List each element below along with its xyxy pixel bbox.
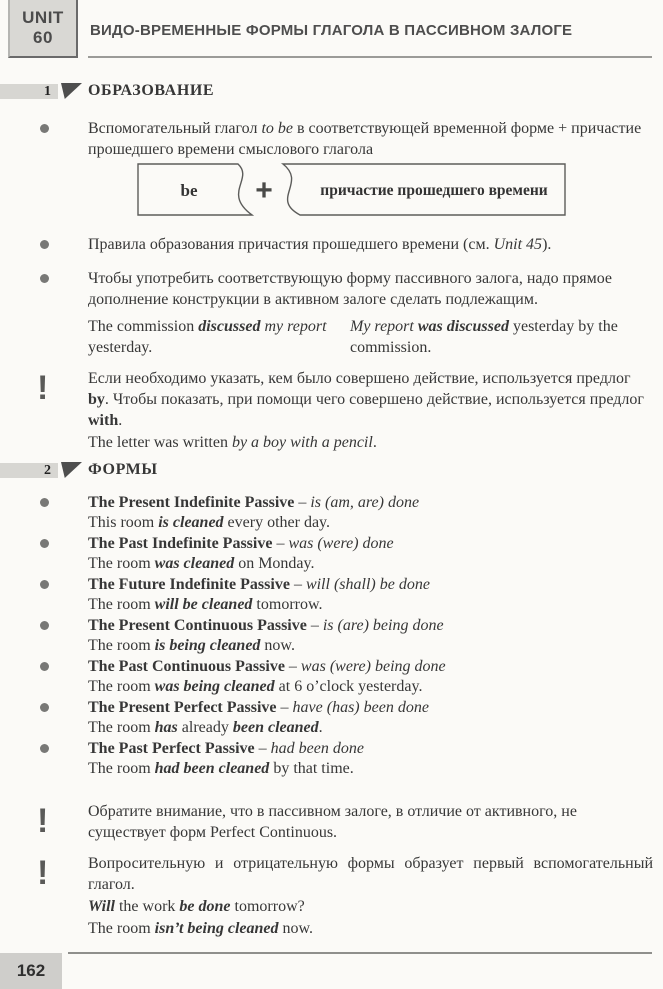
bullet-icon xyxy=(40,124,49,133)
note-text: Если необходимо указать, кем было совершено действие, используется предлог by. Чтобы показать, при помощи чего совершено действие, используется предлог with. xyxy=(88,370,644,429)
unit-box xyxy=(8,0,78,58)
section-number-bar xyxy=(0,463,58,478)
note-text: Обратите внимание, что в пассивном залоге, в отличие от активного, не существует форм Perfect Continuous. xyxy=(88,803,577,841)
bullet-item-object-rule xyxy=(0,268,663,310)
exclamation-icon: ! xyxy=(37,854,49,892)
footer-divider xyxy=(68,952,652,954)
form-item xyxy=(0,739,663,779)
section-flag-icon xyxy=(61,83,82,99)
form-example: The room will be cleaned tomorrow. xyxy=(88,596,323,613)
unit-label: UNIT xyxy=(22,8,64,27)
bullet-icon xyxy=(40,240,49,249)
form-example: The room was being cleaned at 6 o’clock yesterday. xyxy=(88,678,423,695)
note-question-negative xyxy=(0,853,663,939)
paragraph: Вспомогательный глагол to be в соответствующей временной форме + причастие прошедшего времени смыслового глагола xyxy=(88,120,642,158)
form-item xyxy=(0,575,663,615)
bullet-icon xyxy=(40,580,49,589)
form-example: This room is cleaned every other day. xyxy=(88,514,331,531)
bullet-icon xyxy=(40,274,49,283)
note-by-with xyxy=(0,368,663,453)
page-content xyxy=(0,76,663,939)
example-active: The commission discussed my report yesterday. xyxy=(88,318,327,356)
section-flag-icon xyxy=(61,462,82,478)
formation-diagram xyxy=(0,163,663,217)
note-example: The letter was written by a boy with a pencil. xyxy=(88,434,377,451)
section-number-bar xyxy=(0,84,58,99)
section-header-forms xyxy=(0,459,663,481)
bullet-icon xyxy=(40,498,49,507)
form-item xyxy=(0,534,663,574)
form-title: The Present Perfect Passive – have (has) been done xyxy=(88,699,429,716)
exclamation-icon: ! xyxy=(37,369,49,407)
example-pair xyxy=(0,316,663,358)
form-example: The room is being cleaned now. xyxy=(88,637,295,654)
form-example: The room had been cleaned by that time. xyxy=(88,760,354,777)
section-title: ФОРМЫ xyxy=(88,461,158,478)
section-number: 1 xyxy=(44,83,51,99)
section-number: 2 xyxy=(44,462,51,478)
unit-number: 60 xyxy=(33,28,53,47)
bullet-icon xyxy=(40,539,49,548)
diagram-participle-label: причастие прошедшего времени xyxy=(320,182,548,199)
note-example: The room isn’t being cleaned now. xyxy=(88,920,314,937)
bullet-item-participle-rule xyxy=(0,234,663,255)
paragraph: Правила образования причастия прошедшего времени (см. Unit 45). xyxy=(88,236,552,253)
page-number: 162 xyxy=(16,961,46,980)
bullet-icon xyxy=(40,703,49,712)
section-title: ОБРАЗОВАНИЕ xyxy=(88,82,215,99)
paragraph: Чтобы употребить соответствующую форму пассивного залога, надо прямое дополнение конструкции в активном залоге сделать подлежащим. xyxy=(88,270,612,308)
form-title: The Future Indefinite Passive – will (shall) be done xyxy=(88,576,430,593)
note-text: Вопросительную и отрицательную формы образует первый вспомогательный глагол. xyxy=(88,855,653,893)
page-title: ВИДО-ВРЕМЕННЫЕ ФОРМЫ ГЛАГОЛА В ПАССИВНОМ ЗАЛОГЕ xyxy=(90,22,573,39)
bullet-icon xyxy=(40,621,49,630)
bullet-icon xyxy=(40,744,49,753)
bullet-item-intro xyxy=(0,118,663,160)
form-example: The room has already been cleaned. xyxy=(88,719,323,736)
diagram-be-label: be xyxy=(180,181,198,200)
page-number-box xyxy=(0,953,62,989)
form-item xyxy=(0,698,663,738)
form-item xyxy=(0,493,663,533)
forms-list xyxy=(0,493,663,779)
example-passive: My report was discussed yesterday by the commission. xyxy=(350,318,618,356)
plus-icon: + xyxy=(255,174,273,207)
bullet-icon xyxy=(40,662,49,671)
note-example: Will the work be done tomorrow? xyxy=(88,898,305,915)
form-item xyxy=(0,657,663,697)
form-title: The Past Continuous Passive – was (were) being done xyxy=(88,658,446,675)
form-title: The Past Indefinite Passive – was (were) done xyxy=(88,535,394,552)
form-item xyxy=(0,616,663,656)
form-title: The Present Indefinite Passive – is (am, are) done xyxy=(88,494,420,511)
diagram-svg xyxy=(137,163,577,217)
exclamation-icon: ! xyxy=(37,802,49,840)
form-title: The Present Continuous Passive – is (are) being done xyxy=(88,617,444,634)
form-example: The room was cleaned on Monday. xyxy=(88,555,315,572)
section-header-formation xyxy=(0,80,663,102)
form-title: The Past Perfect Passive – had been done xyxy=(88,740,364,757)
note-no-perfect-continuous xyxy=(0,801,663,843)
title-divider xyxy=(88,56,652,58)
